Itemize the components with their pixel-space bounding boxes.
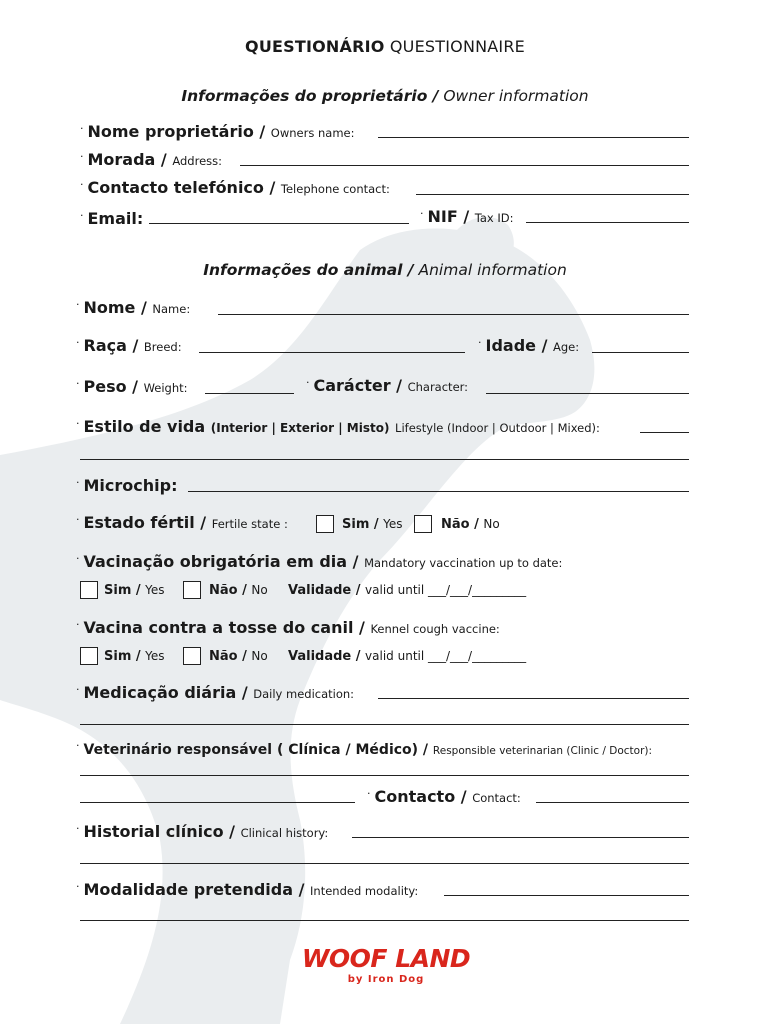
kennel-cough-label: · Vacina contra a tosse do canil / Kennel cough vaccine: xyxy=(76,618,500,637)
lifestyle-field-line2[interactable] xyxy=(80,459,689,460)
modality-field-line2[interactable] xyxy=(80,920,689,921)
vaccination-label: · Vacinação obrigatória em dia / Mandatory vaccination up to date: xyxy=(76,552,563,571)
animal-section-heading xyxy=(0,261,770,279)
fertile-yes-checkbox[interactable] xyxy=(316,515,334,533)
owner-name-label: · Nome proprietário / Owners name: xyxy=(80,122,355,141)
breed-label: · Raça / Breed: xyxy=(76,336,182,355)
phone-field[interactable] xyxy=(416,194,689,195)
kennel-cough-no-label: Não / No xyxy=(209,649,268,664)
email-field[interactable] xyxy=(149,223,409,224)
title-pt: QUESTIONÁRIO xyxy=(245,37,385,56)
history-field-line2[interactable] xyxy=(80,863,689,864)
nif-field[interactable] xyxy=(526,222,689,223)
owner-section-en: Owner information xyxy=(443,87,589,105)
fertile-no-label: Não / No xyxy=(441,517,500,532)
microchip-label: · Microchip: xyxy=(76,476,178,495)
breed-field[interactable] xyxy=(199,352,465,353)
vaccination-yes-label: Sim / Yes xyxy=(104,583,165,598)
kennel-cough-no-checkbox[interactable] xyxy=(183,647,201,665)
address-label: · Morada / Address: xyxy=(80,150,223,169)
title-en: QUESTIONNAIRE xyxy=(389,37,525,56)
modality-field[interactable] xyxy=(444,895,689,896)
vaccination-validity[interactable]: Validade / valid until ___/___/_________ xyxy=(288,583,527,598)
character-label: · Carácter / Character: xyxy=(306,376,469,395)
age-label: · Idade / Age: xyxy=(478,336,580,355)
age-field[interactable] xyxy=(592,352,689,353)
kennel-cough-yes-checkbox[interactable] xyxy=(80,647,98,665)
history-field[interactable] xyxy=(352,837,689,838)
owner-section-heading xyxy=(0,87,770,105)
animal-name-field[interactable] xyxy=(218,314,689,315)
vet-field[interactable] xyxy=(80,775,689,776)
microchip-field[interactable] xyxy=(188,491,689,492)
kennel-cough-validity[interactable]: Validade / valid until ___/___/_________ xyxy=(288,649,527,664)
logo-tagline: by Iron Dog xyxy=(347,974,425,985)
animal-name-label: · Nome / Name: xyxy=(76,298,191,317)
vaccination-no-checkbox[interactable] xyxy=(183,581,201,599)
questionnaire-title xyxy=(0,37,770,56)
vaccination-yes-checkbox[interactable] xyxy=(80,581,98,599)
vaccination-no-label: Não / No xyxy=(209,583,268,598)
animal-section-pt: Informações do animal / xyxy=(203,261,414,279)
fertile-label: · Estado fértil / Fertile state : xyxy=(76,513,288,532)
lifestyle-field[interactable] xyxy=(640,432,689,433)
vet-field-line2[interactable] xyxy=(80,802,355,803)
contact-field[interactable] xyxy=(536,802,689,803)
character-field[interactable] xyxy=(486,393,689,394)
email-label: · Email: xyxy=(80,209,144,228)
owner-section-pt: Informações do proprietário / xyxy=(181,87,439,105)
medication-field[interactable] xyxy=(378,698,689,699)
kennel-cough-yes-label: Sim / Yes xyxy=(104,649,165,664)
animal-section-en: Animal information xyxy=(418,261,567,279)
modality-label: · Modalidade pretendida / Intended modality: xyxy=(76,880,419,899)
phone-label: · Contacto telefónico / Telephone contact: xyxy=(80,178,390,197)
fertile-no-checkbox[interactable] xyxy=(414,515,432,533)
weight-field[interactable] xyxy=(205,393,294,394)
weight-label: · Peso / Weight: xyxy=(76,377,188,396)
woof-land-logo xyxy=(296,944,476,990)
logo-wordmark: WOOF LAND xyxy=(301,944,471,973)
owner-name-field[interactable] xyxy=(378,137,689,138)
lifestyle-label: · Estilo de vida (Interior | Exterior | Misto) Lifestyle (Indoor | Outdoor | Mixed): xyxy=(76,417,600,436)
medication-label: · Medicação diária / Daily medication: xyxy=(76,683,355,702)
nif-label: · NIF / Tax ID: xyxy=(420,207,514,226)
contact-label: · Contacto / Contact: xyxy=(367,787,521,806)
address-field[interactable] xyxy=(240,165,689,166)
vet-label: · Veterinário responsável ( Clínica / Médico) / Responsible veterinarian (Clinic / Doctor): xyxy=(76,739,653,758)
fertile-yes-label: Sim / Yes xyxy=(342,517,403,532)
medication-field-line2[interactable] xyxy=(80,724,689,725)
history-label: · Historial clínico / Clinical history: xyxy=(76,822,329,841)
